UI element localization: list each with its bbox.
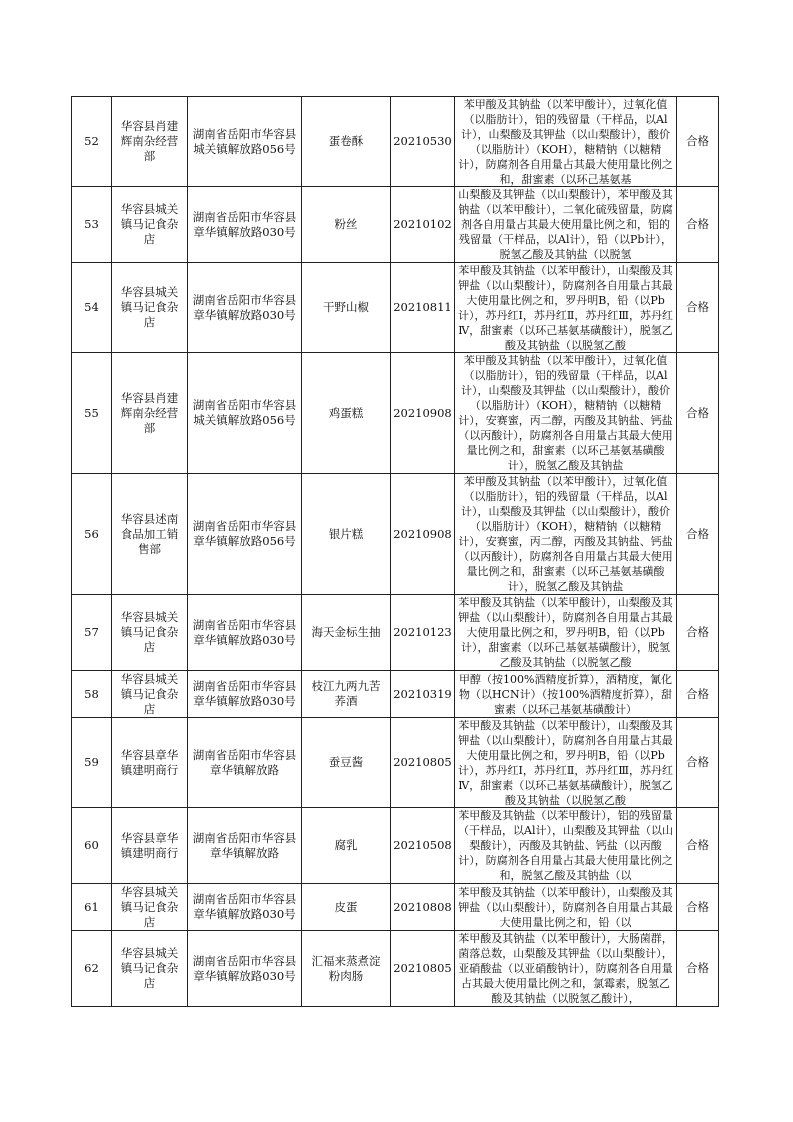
test-items-text: 苯甲酸及其钠盐（以苯甲酸计），山梨酸及其钾盐（以山梨酸计），防腐剂各自用量占其最大使用量比例之和，罗丹明B，铅（以Pb计），苏丹红Ⅰ，苏丹红Ⅱ，苏丹红Ⅲ，苏丹红Ⅳ，甜蜜素（以环己基氨基磺酸计），脱氢乙酸及其钠盐（以脱氢乙酸 — [458, 719, 673, 807]
product-name: 海天金标生抽 — [302, 595, 391, 671]
business-name: 华容县肖建辉南杂经营部 — [112, 353, 188, 474]
production-date: 20210805 — [391, 718, 455, 808]
product-name: 蚕豆酱 — [302, 718, 391, 808]
result: 合格 — [677, 353, 719, 474]
row-number: 56 — [72, 474, 112, 595]
test-items-text: 苯甲酸及其钠盐（以苯甲酸计），山梨酸及其钾盐（以山梨酸计），防腐剂各自用量占其最大使用量比例之和，铅（以 — [458, 885, 673, 929]
table-row — [72, 808, 719, 884]
row-number: 54 — [72, 263, 112, 353]
production-date: 20210319 — [391, 671, 455, 718]
business-address: 湖南省岳阳市华容县城关镇解放路056号 — [188, 97, 302, 187]
test-items-text: 甲醇（按100%酒精度折算），酒精度，氰化物（以HCN计）（按100%酒精度折算），甜蜜素（以环己基氨基磺酸计） — [458, 672, 673, 716]
table-row — [72, 97, 719, 187]
result: 合格 — [677, 187, 719, 263]
result: 合格 — [677, 718, 719, 808]
result: 合格 — [677, 931, 719, 1007]
test-items — [455, 671, 677, 718]
business-address: 湖南省岳阳市华容县城关镇解放路056号 — [188, 353, 302, 474]
business-name: 华容县城关镇马记食杂店 — [112, 931, 188, 1007]
table-row — [72, 263, 719, 353]
business-address: 湖南省岳阳市华容县章华镇解放路 — [188, 718, 302, 808]
production-date: 20210811 — [391, 263, 455, 353]
business-address: 湖南省岳阳市华容县章华镇解放路030号 — [188, 187, 302, 263]
business-name: 华容县章华镇建明商行 — [112, 808, 188, 884]
business-address: 湖南省岳阳市华容县章华镇解放路056号 — [188, 474, 302, 595]
test-items — [455, 187, 677, 263]
production-date: 20210808 — [391, 884, 455, 931]
inspection-table — [71, 96, 719, 1007]
business-address: 湖南省岳阳市华容县章华镇解放路030号 — [188, 884, 302, 931]
result: 合格 — [677, 808, 719, 884]
table-row — [72, 187, 719, 263]
row-number: 60 — [72, 808, 112, 884]
test-items-text: 山梨酸及其钾盐（以山梨酸计），苯甲酸及其钠盐（以苯甲酸计），二氧化硫残留量，防腐剂各自用量占其最大使用量比例之和，铝的残留量（干样品，以Al计），铅（以Pb计），脱氢乙酸及其钠盐（以脱氢 — [458, 188, 673, 261]
business-name: 华容县城关镇马记食杂店 — [112, 263, 188, 353]
product-name: 粉丝 — [302, 187, 391, 263]
row-number: 61 — [72, 884, 112, 931]
production-date: 20210530 — [391, 97, 455, 187]
test-items-text: 苯甲酸及其钠盐（以苯甲酸计），过氧化值（以脂肪计），铝的残留量（干样品，以Al计），山梨酸及其钾盐（以山梨酸计），酸价（以脂肪计）（KOH），糖精钠（以糖精计），防腐剂各自用量占其最大使用量比例之和，甜蜜素（以环己基氨基 — [458, 98, 673, 186]
product-name: 腐乳 — [302, 808, 391, 884]
production-date: 20210805 — [391, 931, 455, 1007]
production-date: 20210123 — [391, 595, 455, 671]
table-row — [72, 718, 719, 808]
business-address: 湖南省岳阳市华容县章华镇解放路030号 — [188, 263, 302, 353]
result: 合格 — [677, 263, 719, 353]
product-name: 皮蛋 — [302, 884, 391, 931]
row-number: 52 — [72, 97, 112, 187]
production-date: 20210102 — [391, 187, 455, 263]
row-number: 57 — [72, 595, 112, 671]
test-items-text: 苯甲酸及其钠盐（以苯甲酸计），山梨酸及其钾盐（以山梨酸计），防腐剂各自用量占其最大使用量比例之和，罗丹明B，铅（以Pb计），甜蜜素（以环己基氨基磺酸计），脱氢乙酸及其钠盐（以脱氢乙酸 — [458, 596, 673, 669]
row-number: 58 — [72, 671, 112, 718]
test-items-text: 苯甲酸及其钠盐（以苯甲酸计），铝的残留量（干样品，以Al计），山梨酸及其钾盐（以山梨酸计），丙酸及其钠盐、钙盐（以丙酸计），防腐剂各自用量占其最大使用量比例之和，脱氢乙酸及其钠盐（以 — [458, 809, 673, 882]
test-items — [455, 97, 677, 187]
test-items — [455, 808, 677, 884]
test-items — [455, 931, 677, 1007]
business-address: 湖南省岳阳市华容县章华镇解放路030号 — [188, 595, 302, 671]
production-date: 20210908 — [391, 474, 455, 595]
result: 合格 — [677, 474, 719, 595]
result: 合格 — [677, 595, 719, 671]
test-items — [455, 884, 677, 931]
row-number: 53 — [72, 187, 112, 263]
production-date: 20210508 — [391, 808, 455, 884]
test-items — [455, 263, 677, 353]
product-name: 干野山椒 — [302, 263, 391, 353]
table-row — [72, 884, 719, 931]
row-number: 59 — [72, 718, 112, 808]
result: 合格 — [677, 884, 719, 931]
test-items — [455, 718, 677, 808]
business-name: 华容县城关镇马记食杂店 — [112, 595, 188, 671]
table-row — [72, 931, 719, 1007]
table-row — [72, 353, 719, 474]
row-number: 55 — [72, 353, 112, 474]
production-date: 20210908 — [391, 353, 455, 474]
table-row — [72, 671, 719, 718]
result: 合格 — [677, 671, 719, 718]
product-name: 汇福来蒸煮淀粉肉肠 — [302, 931, 391, 1007]
business-name: 华容县肖建辉南杂经营部 — [112, 97, 188, 187]
table-row — [72, 474, 719, 595]
test-items — [455, 595, 677, 671]
business-name: 华容县城关镇马记食杂店 — [112, 884, 188, 931]
test-items — [455, 353, 677, 474]
business-address: 湖南省岳阳市华容县章华镇解放路030号 — [188, 671, 302, 718]
business-name: 华容县章华镇建明商行 — [112, 718, 188, 808]
table-row — [72, 595, 719, 671]
result: 合格 — [677, 97, 719, 187]
business-name: 华容县城关镇马记食杂店 — [112, 187, 188, 263]
test-items — [455, 474, 677, 595]
product-name: 蛋卷酥 — [302, 97, 391, 187]
test-items-text: 苯甲酸及其钠盐（以苯甲酸计），过氧化值（以脂肪计），铝的残留量（干样品，以Al计），山梨酸及其钾盐（以山梨酸计），酸价（以脂肪计）（KOH），糖精钠（以糖精计），安赛蜜，丙二醇，丙酸及其钠盐、钙盐（以丙酸计），防腐剂各自用量占其最大使用量比例之和，甜蜜素（以环己基氨基磺酸计），脱氢乙酸及其钠盐 — [458, 475, 673, 593]
business-name: 华容县述南食品加工销售部 — [112, 474, 188, 595]
business-name: 华容县城关镇马记食杂店 — [112, 671, 188, 718]
test-items-text: 苯甲酸及其钠盐（以苯甲酸计），山梨酸及其钾盐（以山梨酸计），防腐剂各自用量占其最大使用量比例之和，罗丹明B，铅（以Pb计），苏丹红Ⅰ，苏丹红Ⅱ，苏丹红Ⅲ，苏丹红Ⅳ，甜蜜素（以环己基氨基磺酸计），脱氢乙酸及其钠盐（以脱氢乙酸 — [458, 264, 673, 352]
business-address: 湖南省岳阳市华容县章华镇解放路030号 — [188, 931, 302, 1007]
product-name: 银片糕 — [302, 474, 391, 595]
business-address: 湖南省岳阳市华容县章华镇解放路 — [188, 808, 302, 884]
test-items-text: 苯甲酸及其钠盐（以苯甲酸计），大肠菌群，菌落总数，山梨酸及其钾盐（以山梨酸计），亚硝酸盐（以亚硝酸钠计），防腐剂各自用量占其最大使用量比例之和，氯霉素，脱氢乙酸及其钠盐（以脱氢乙酸计）， — [458, 932, 673, 1005]
product-name: 鸡蛋糕 — [302, 353, 391, 474]
test-items-text: 苯甲酸及其钠盐（以苯甲酸计），过氧化值（以脂肪计），铝的残留量（干样品，以Al计），山梨酸及其钾盐（以山梨酸计），酸价（以脂肪计）（KOH），糖精钠（以糖精计），安赛蜜，丙二醇，丙酸及其钠盐、钙盐（以丙酸计），防腐剂各自用量占其最大使用量比例之和，甜蜜素（以环己基氨基磺酸计），脱氢乙酸及其钠盐 — [458, 354, 673, 472]
product-name: 枝江九两九苦荞酒 — [302, 671, 391, 718]
row-number: 62 — [72, 931, 112, 1007]
